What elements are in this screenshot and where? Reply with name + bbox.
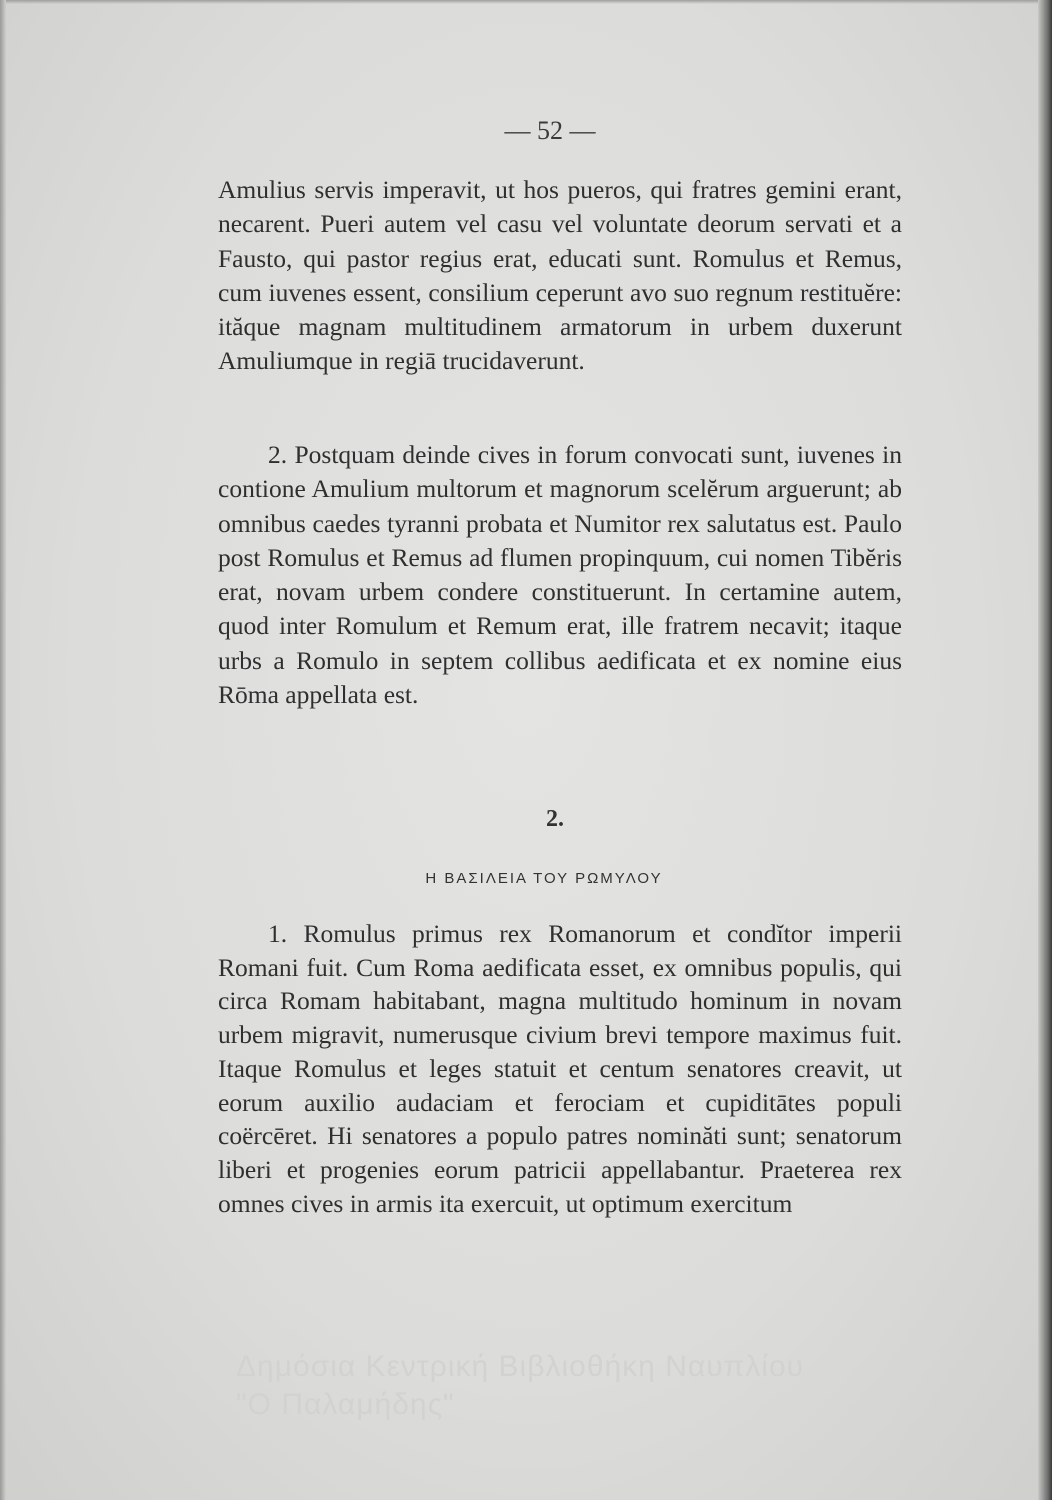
page-left-edge xyxy=(0,0,6,1500)
section-number: 2. xyxy=(546,806,564,832)
watermark-line-1: Δημόσια Κεντρική Βιβλιοθήκη Ναυπλίου xyxy=(236,1350,805,1383)
paragraph-text: 2. Postquam deinde cives in forum convocati sunt, iuvenes in contione Amulium multorum et magnorum scelĕrum arguerunt; ab omnibus caedes tyranni probata et Numitor rex salutatus est. Paulo post Romulus et Remus ad flumen propinquum, cui nomen Tibĕris erat, novam urbem condere constituerunt. In certamine autem, quod inter Romulum et Remum erat, ille fratrem necavit; itaque urbs a Romulo in septem collibus aedificata et ex nomine eius Rōma appellata est. xyxy=(218,440,902,710)
paragraph-text: Amulius servis imperavit, ut hos pueros, qui fratres gemini erant, necarent. Pueri autem vel casu vel voluntate deorum servati et a Fausto, qui pastor regius erat, educati sunt. Romulus et Remus, cum iuvenes essent, consilium ceperunt avo suo regnum restituĕre: ităque magnam multitudinem armatorum in urbem duxerunt Amuliumque in regiā trucidaverunt. xyxy=(218,175,902,376)
chapter2-paragraph-1 xyxy=(218,917,902,1220)
library-watermark xyxy=(236,1348,1016,1424)
watermark-line-2: "Ο Παλαμήδης" xyxy=(236,1388,455,1421)
section-title: Η ΒΑΣΙΛΕΙΑ ΤΟΥ ΡΩΜΥΛΟΥ xyxy=(425,870,663,887)
page-right-edge xyxy=(1038,0,1052,1500)
chapter1-paragraph-1 xyxy=(218,173,902,379)
chapter1-paragraph-2 xyxy=(218,438,902,712)
page-number: — 52 — xyxy=(504,116,596,145)
paragraph-text: 1. Romulus primus rex Romanorum et condĭtor imperii Romani fuit. Cum Roma aedificata esset, ex omnibus populis, qui circa Romam habitabant, magna multitudo hominum in novam urbem migravit, numerusque civium brevi tempore maximus fuit. Itaque Romulus et leges statuit et centum senatores creavit, ut eorum auxilio audaciam et ferociam et cupiditātes populi coërcēret. Hi senatores a populo patres nominăti sunt; senatorum liberi et progenies eorum patricii appellabantur. Praeterea rex omnes cives in armis ita exercuit, ut optimum exercitum xyxy=(218,919,902,1218)
page-top-edge xyxy=(0,0,1052,4)
